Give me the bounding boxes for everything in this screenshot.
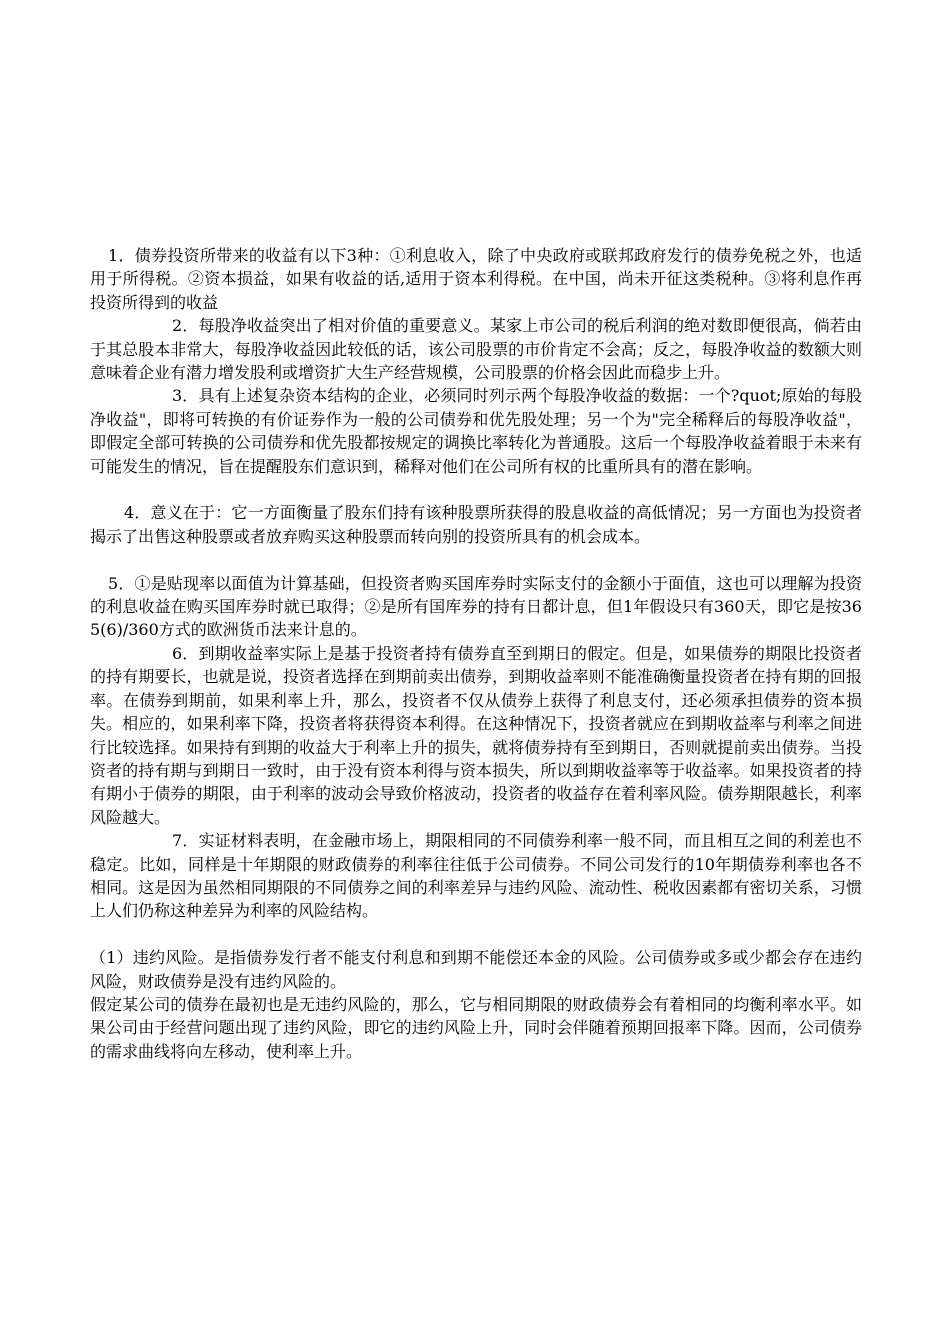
paragraph-7: 7．实证材料表明，在金融市场上，期限相同的不同债券利率一般不同，而且相互之间的利差也不稳定。比如，同样是十年期限的财政债券的利率往往低于公司债券。不同公司发行的10年期债券利率也各不相同。这是因为虽然相同期限的不同债券之间的利率差异与违约风险、流动性、税收因素都有密切关系，习惯上人们仍称这种差异为利率的风险结构。 [90, 831, 862, 921]
blank-line [90, 923, 862, 946]
paragraph-2: 2．每股净收益突出了相对价值的重要意义。某家上市公司的税后利润的绝对数即便很高，倘若由于其总股本非常大，每股净收益因此较低的话，该公司股票的市价肯定不会高；反之，每股净收益的数额大则意味着企业有潜力增发股利或增资扩大生产经营规模，公司股票的价格会因此而稳步上升。 [90, 316, 862, 383]
paragraph-1: 1．债券投资所带来的收益有以下3种：①利息收入，除了中央政府或联邦政府发行的债券免税之外，也适用于所得税。②资本损益，如果有收益的话,适用于资本利得税。在中国，尚未开征这类税种。③将利息作再投资所得到的收益 [90, 246, 862, 312]
paragraph-default-risk: （1）违约风险。是指债券发行者不能支付利息和到期不能偿还本金的风险。公司债券或多或少都会存在违约风险，财政债券是没有违约风险的。 [90, 948, 862, 991]
paragraph-3: 3．具有上述复杂资本结构的企业，必须同时列示两个每股净收益的数据：一个?quot;原始的每股净收益"，即将可转换的有价证券作为一般的公司债券和优先股处理；另一个为"完全稀释后的每股净收益"，即假定全部可转换的公司债券和优先股都按规定的调换比率转化为普通股。这后一个每股净收益着眼于未来有可能发生的情况，旨在提醒股东们意识到，稀释对他们在公司所有权的比重所具有的潜在影响。 [90, 386, 862, 476]
blank-line [90, 478, 862, 501]
paragraph-6: 6．到期收益率实际上是基于投资者持有债券直至到期日的假定。但是，如果债券的期限比投资者的持有期要长，也就是说，投资者选择在到期前卖出债券，到期收益率则不能准确衡量投资者在持有期的回报率。在债券到期前，如果利率上升，那么，投资者不仅从债券上获得了利息支付，还必须承担债券的资本损失。相应的，如果利率下降，投资者将获得资本利得。在这种情况下，投资者就应在到期收益率与利率之间进行比较选择。如果持有到期的收益大于利率上升的损失，就将债券持有至到期日，否则就提前卖出债券。当投资者的持有期与到期日一致时，由于没有资本利得与资本损失，所以到期收益率等于收益率。如果投资者的持有期小于债券的期限，由于利率的波动会导致价格波动，投资者的收益存在着利率风险。债券期限越长，利率风险越大。 [90, 643, 862, 827]
paragraph-default-risk-example: 假定某公司的债券在最初也是无违约风险的，那么，它与相同期限的财政债券会有着相同的均衡利率水平。如果公司由于经营问题出现了违约风险，即它的违约风险上升，同时会伴随着预期回报率下降。因而，公司债券的需求曲线将向左移动，使利率上升。 [90, 994, 862, 1061]
document-body [90, 244, 862, 1063]
paragraph-4: 4．意义在于：它一方面衡量了股东们持有该种股票所获得的股息收益的高低情况；另一方面也为投资者揭示了出售这种股票或者放弃购买这种股票而转向别的投资所具有的机会成本。 [90, 503, 862, 546]
paragraph-5: 5．①是贴现率以面值为计算基础，但投资者购买国库券时实际支付的金额小于面值，这也可以理解为投资的利息收益在购买国库券时就已取得；②是所有国库券的持有日都计息，但1年假设只有360天，即它是按365(6)/360方式的欧洲货币法来计息的。 [90, 573, 862, 640]
blank-line [90, 548, 862, 571]
